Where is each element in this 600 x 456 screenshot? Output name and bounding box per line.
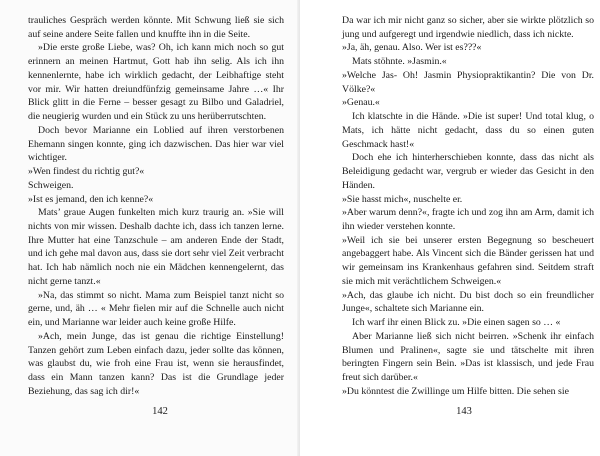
- right-page: [300, 0, 600, 456]
- paragraph: Ich warf ihr einen Blick zu. »Die einen sagen so … «: [352, 317, 561, 329]
- paragraph: »Sie hasst mich«, nuschelte er.: [342, 193, 463, 205]
- paragraph: »Du könntest die Zwillinge um Hilfe bitten. Die sehen sie: [342, 385, 569, 397]
- paragraph: Mats’ graue Augen funkelten mich kurz traurig an. »Sie will nichts von mir wissen. Deshalb dachte ich, dass ich tanzen lerne. Ihre Mutter hat eine Tanzschule – am anderen Ende der Stadt, und ich gehe mal davon aus, dass sie dort sehr viel Zeit verbracht hat. Ich hab nämlich noch nie ein Mädchen kennengelernt, das nicht gerne tanzt.«: [28, 207, 285, 287]
- paragraph: trauliches Gespräch werden könnte. Mit Schwung ließ sie sich auf seine andere Seite fallen und knuffte ihn in die Seite.: [28, 15, 284, 40]
- paragraph: Ich klatschte in die Hände. »Die ist super! Und total klug, o Mats, ich hätte nicht gedacht, dass du so einen guten Geschmack hast!«: [342, 111, 594, 150]
- paragraph: »Ach, das glaube ich nicht. Du bist doch so ein freundlicher Junge«, schaltete sich Marianne ein.: [342, 289, 594, 315]
- paragraph: »Ach, mein Junge, das ist genau die richtige Einstellung! Tanzen gehört zum Leben einfach dazu, jeder sollte das können, was glaubst du, wie froh eine Frau ist, wenn sie herausfindet, dass ein Mann tanzen kann? Das ist die Grundlage jeder Beziehung, das sag ich dir!«: [28, 330, 284, 397]
- paragraph: »Ja, äh, genau. Also. Wer ist es???«: [342, 42, 482, 54]
- page-number-right: 143: [456, 406, 472, 417]
- paragraph: Mats stöhnte. »Jasmin.«: [352, 56, 447, 68]
- paragraph: Doch bevor Marianne ein Loblied auf ihren verstorbenen Ehemann singen konnte, ging ich dazwischen. Das hier war viel wichtiger.: [28, 124, 284, 164]
- paragraph: »Aber warum denn?«, fragte ich und zog ihn am Arm, damit ich ihn wieder verstehen konnte.: [342, 207, 594, 233]
- right-page-text: [342, 14, 594, 399]
- paragraph: »Welche Jas- Oh! Jasmin Physiopraktikantin? Die von Dr. Völke?«: [342, 69, 594, 95]
- page-number-left: 142: [152, 406, 168, 417]
- paragraph: »Ist es jemand, den ich kenne?«: [28, 193, 154, 205]
- paragraph: Aber Marianne ließ sich nicht beirren. »Schenk ihr einfach Blumen und Pralinen«, sagte sie und tätschelte mit ihren beringten Fingern sein Bein. »Das ist klassisch, und jede Frau freut sich darüber.«: [342, 330, 594, 384]
- paragraph: »Die erste große Liebe, was? Oh, ich kann mich noch so gut erinnern an meinen Hartmut, Gott hab ihn selig. Als ich ihn kennenlernte, habe ich wirklich gedacht, der Leibhaftige steht vor mir. Wir hatten dreiundfünfzig gemeinsame Jahre …« Ihr Blick glitt in die Ferne – besser gesagt zu Bilbo und Galadriel, die neugierig wurden und ein Stück zu uns herüberrutschten.: [28, 42, 284, 123]
- paragraph: Doch ehe ich hinterherschieben konnte, dass das nicht als Beleidigung gedacht war, vergrub er wieder das Gesicht in den Händen.: [342, 152, 594, 191]
- paragraph: »Na, das stimmt so nicht. Mama zum Beispiel tanzt nicht so gerne, und, äh … « Mehr fielen mir auf die Schnelle auch nicht ein, und Marianne war leider auch keine große Hilfe.: [28, 289, 284, 329]
- paragraph: Da war ich mir nicht ganz so sicher, aber sie wirkte plötzlich so jung und aufgeregt und irgendwie niedlich, dass ich nickte.: [342, 15, 594, 40]
- paragraph: »Genau.«: [342, 97, 380, 109]
- left-page-text: [28, 14, 284, 399]
- paragraph: Schweigen.: [28, 179, 74, 191]
- paragraph: »Weil ich sie bei unserer ersten Begegnung so bescheuert angebaggert habe. Als Vincent sich die Bänder gerissen hat und wir gemeinsam ins Krankenhaus gefahren sind. Seitdem straft sie mich mit verächtlichem Schweigen.«: [342, 234, 594, 287]
- paragraph: »Wen findest du richtig gut?«: [28, 166, 145, 178]
